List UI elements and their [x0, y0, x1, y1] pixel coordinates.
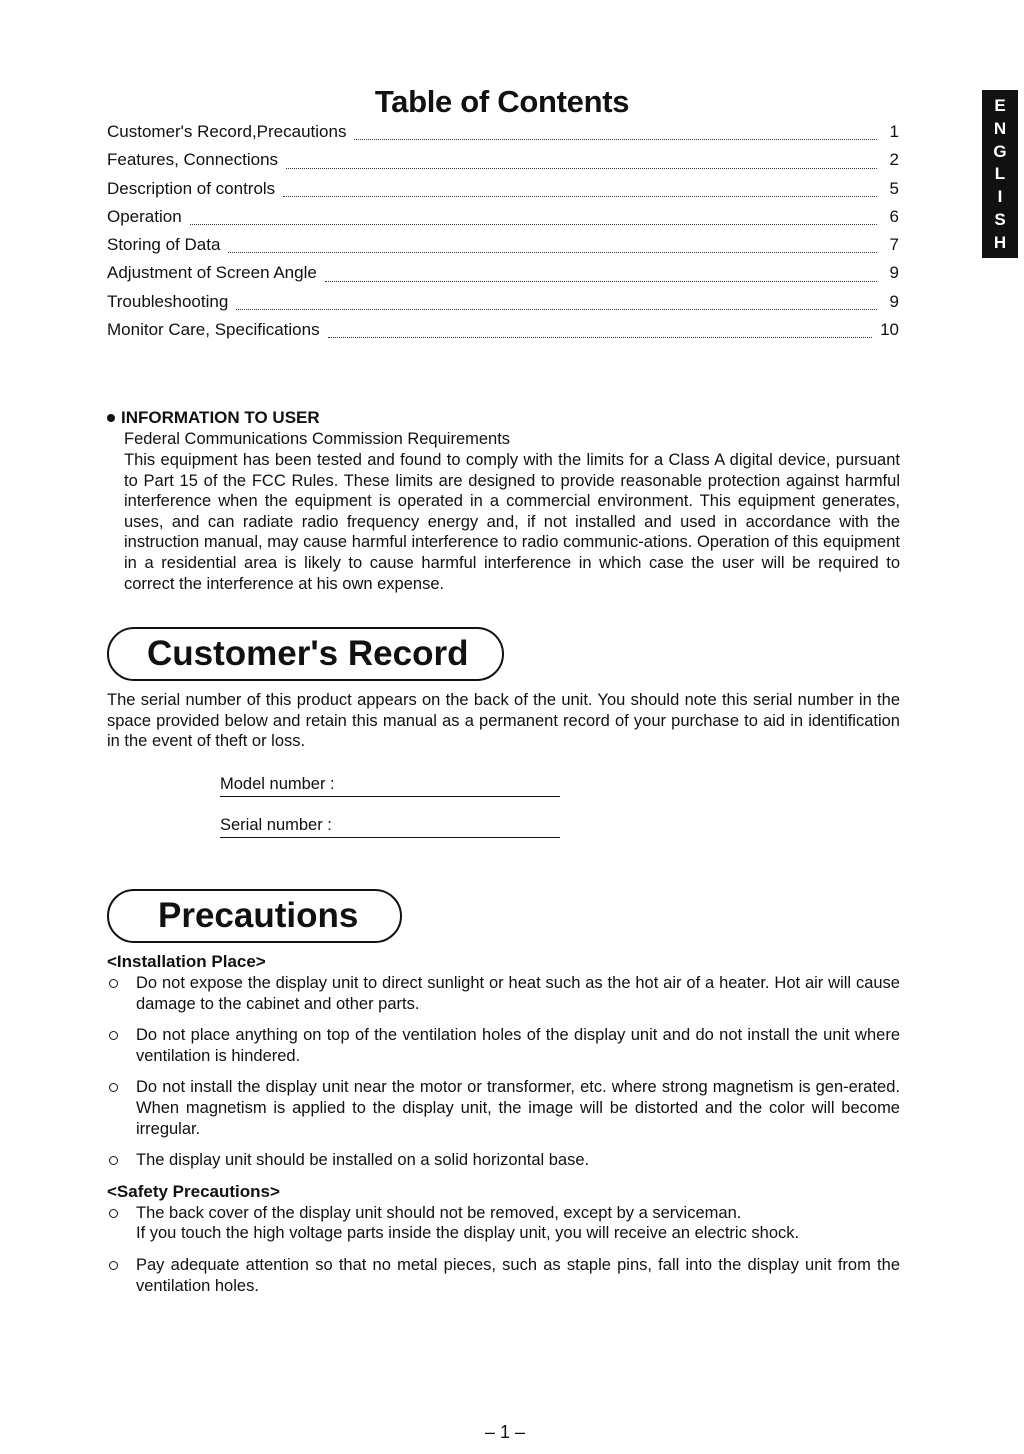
toc-entry-page: 1 [889, 122, 899, 141]
toc-leader-dots [328, 337, 872, 338]
serial-number-field[interactable] [220, 813, 560, 838]
toc-entry[interactable] [107, 122, 899, 150]
precautions-heading [107, 889, 402, 943]
circle-bullet-icon [109, 1261, 118, 1270]
toc-entry-label: Adjustment of Screen Angle [107, 263, 317, 283]
toc-entry-page: 6 [889, 206, 899, 226]
toc-entry-label: Description of controls [107, 178, 276, 198]
toc-leader-dots [286, 168, 877, 169]
toc-leader-dots [228, 252, 877, 253]
precaution-item [107, 1150, 900, 1171]
toc-entry[interactable] [107, 179, 899, 207]
model-number-field[interactable] [220, 772, 560, 797]
customers-record-heading [107, 627, 504, 681]
precaution-text: The display unit should be installed on a solid horizontal base. [136, 1151, 590, 1170]
toc-entry-page: 2 [889, 150, 899, 170]
toc-entry-label: Customer's Record,Precautions [107, 122, 347, 141]
toc-entry-label: Storing of Data [107, 235, 221, 255]
toc-entry[interactable] [107, 235, 899, 263]
circle-bullet-icon [109, 1083, 118, 1092]
precaution-text: Pay adequate attention so that no metal pieces, such as staple pins, fall into the display unit from the ventilation holes. [136, 1255, 900, 1295]
language-tab-letter: N [993, 118, 1007, 138]
bullet-icon [107, 414, 115, 422]
model-number-label: Model number : [220, 775, 335, 793]
precaution-item [107, 1255, 900, 1296]
language-tab-letter: E [994, 95, 1006, 115]
customers-record-body: The serial number of this product appears on the back of the unit. You should note this serial number in the space provided below and retain this manual as a permanent record of your purchase to aid in identification in the event of theft or loss. [107, 691, 900, 751]
precautions-content [107, 951, 900, 1296]
precautions-title: Precautions [158, 896, 359, 935]
precaution-item [107, 1025, 900, 1066]
info-heading [107, 408, 900, 428]
language-tab-letter: G [993, 141, 1007, 161]
toc-leader-dots [354, 139, 877, 140]
circle-bullet-icon [109, 1209, 118, 1218]
info-body: This equipment has been tested and found to comply with the limits for a Class A digital device, pursuant to Part 15 of the FCC Rules. These limits are designed to provide reasonable protection against harmful interference when the equipment is operated in a commercial environment. This equipment generates, uses, and can radiate radio frequency energy and, if not installed and used in accordance with the instruction manual, may cause harmful interference to radio communic-ations. Operation of this equipment in a residential area is likely to cause harmful interference in which case the user will be required to correct the interference at his own expense. [124, 451, 900, 593]
circle-bullet-icon [109, 1156, 118, 1165]
language-tab-letter: I [997, 187, 1003, 207]
precaution-text: Do not install the display unit near the motor or transformer, etc. where strong magnetism is gen-erated. When magnetism is applied to the display unit, the image will be distorted and the color will become irregular. [136, 1078, 900, 1138]
toc-entry-page: 7 [889, 235, 899, 255]
precaution-text: Do not expose the display unit to direct sunlight or heat such as the hot air of a heater. Hot air will cause damage to the cabinet and other parts. [136, 974, 900, 1013]
toc-entry-label: Troubleshooting [107, 291, 229, 311]
info-subheading: Federal Communications Commission Requirements [124, 430, 511, 448]
table-of-contents [107, 122, 899, 348]
safety-precautions-heading: <Safety Precautions> [107, 1181, 280, 1201]
toc-entry[interactable] [107, 320, 899, 348]
fcc-information [107, 408, 900, 594]
toc-entry-label: Features, Connections [107, 150, 279, 170]
language-tab-letter: H [993, 232, 1007, 252]
toc-entry-label: Operation [107, 206, 182, 226]
toc-entry[interactable] [107, 150, 899, 178]
toc-title: Table of Contents [374, 84, 630, 119]
precaution-text: If you touch the high voltage parts inside the display unit, you will receive an electric shock. [136, 1224, 800, 1243]
installation-place-heading: <Installation Place> [107, 952, 266, 971]
toc-leader-dots [325, 281, 877, 282]
serial-number-label: Serial number : [220, 816, 332, 834]
toc-entry-page: 9 [889, 263, 899, 283]
customers-record-title: Customer's Record [147, 634, 469, 673]
circle-bullet-icon [109, 979, 118, 988]
page-number: – 1 – [484, 1422, 526, 1442]
precaution-item [107, 1203, 900, 1224]
toc-entry-label: Monitor Care, Specifications [107, 320, 320, 340]
toc-leader-dots [283, 196, 877, 197]
circle-bullet-icon [109, 1031, 118, 1040]
language-tab-letter: L [994, 164, 1006, 184]
toc-leader-dots [190, 224, 877, 225]
precaution-text: Do not place anything on top of the ventilation holes of the display unit and do not install the unit where ventilation is hindered. [136, 1026, 900, 1065]
language-tab-letter: S [994, 210, 1006, 230]
toc-entry[interactable] [107, 263, 899, 291]
toc-entry-page: 5 [889, 178, 899, 198]
info-heading-text: INFORMATION TO USER [121, 408, 320, 427]
precaution-item-continued [107, 1223, 900, 1244]
toc-entry[interactable] [107, 292, 899, 320]
toc-entry[interactable] [107, 207, 899, 235]
precaution-text: The back cover of the display unit should not be removed, except by a serviceman. [136, 1203, 742, 1222]
precaution-item [107, 973, 900, 1014]
toc-leader-dots [236, 309, 877, 310]
toc-entry-page: 10 [880, 320, 899, 340]
toc-entry-page: 9 [889, 291, 899, 311]
precaution-item [107, 1077, 900, 1139]
